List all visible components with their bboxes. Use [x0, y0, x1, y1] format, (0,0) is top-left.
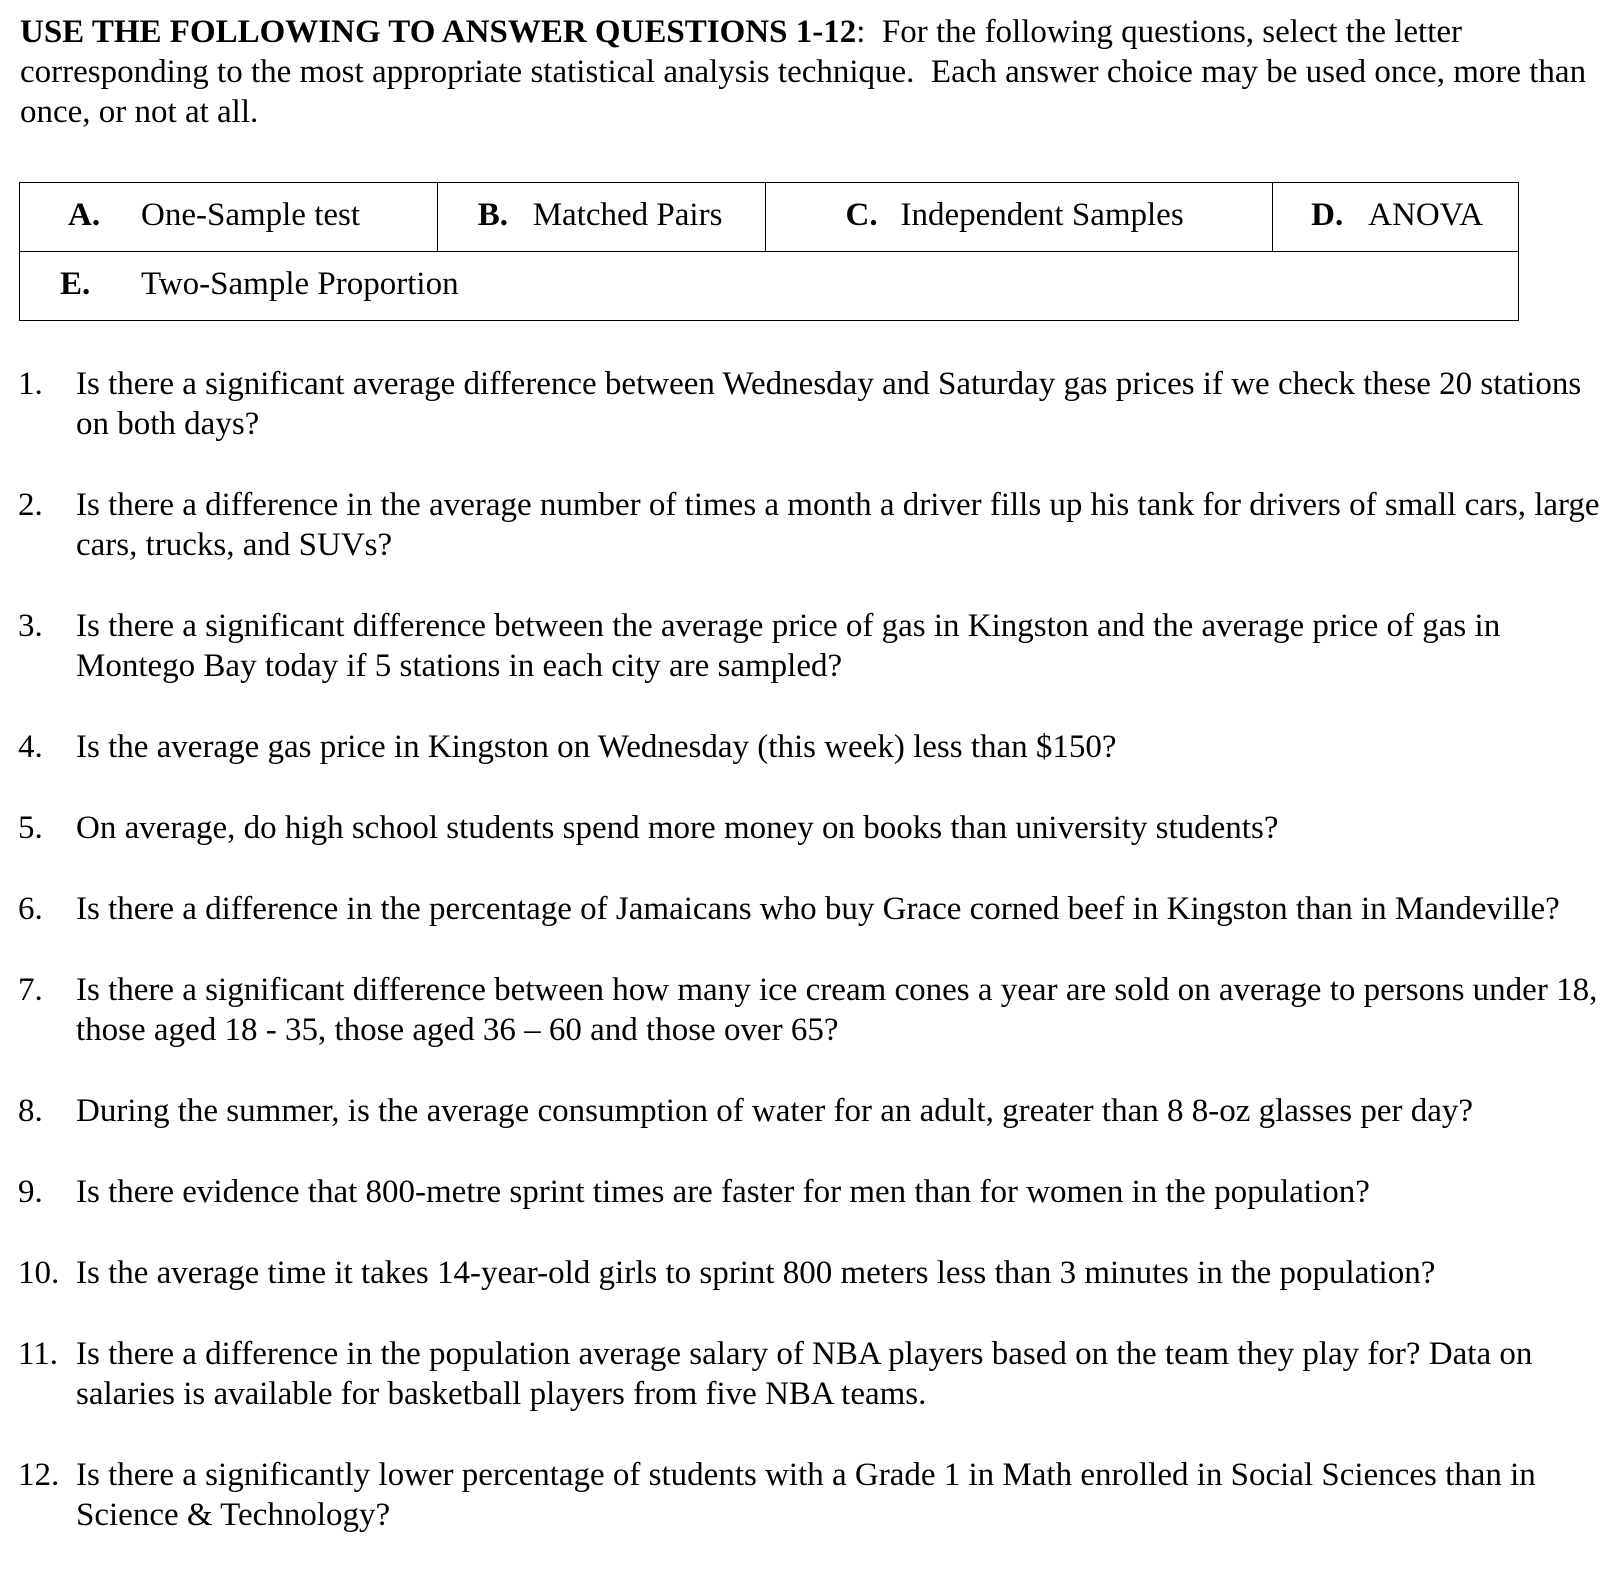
- question-text: Is the average gas price in Kingston on Wednesday (this week) less than $150?: [76, 729, 1117, 765]
- question-text: Is there a difference in the percentage of Jamaicans who buy Grace corned beef in Kingston than in Mandeville?: [76, 891, 1560, 927]
- question-text: Is there a difference in the average number of times a month a driver fills up his tank for drivers of small cars, large cars, trucks, and SUVs?: [76, 487, 1600, 563]
- question-text: Is there a significant average difference between Wednesday and Saturday gas prices if we check these 20 stations on both days?: [76, 366, 1582, 442]
- question-number: 11.: [18, 1336, 59, 1372]
- question-8: [18, 1091, 1608, 1131]
- choices-row-2: [20, 252, 1519, 321]
- question-1: [18, 364, 1608, 444]
- instructions-colon: :: [856, 14, 866, 50]
- question-2: [18, 485, 1608, 565]
- question-11: [18, 1334, 1608, 1414]
- question-10: [18, 1253, 1608, 1293]
- instructions-lead: USE THE FOLLOWING TO ANSWER QUESTIONS 1-12: [20, 14, 857, 50]
- question-list: [18, 364, 1608, 1576]
- question-text: Is there a significant difference between how many ice cream cones a year are sold on average to persons under 18, those aged 18 - 35, those aged 36 – 60 and those over 65?: [76, 972, 1598, 1048]
- choice-b-label: Matched Pairs: [532, 197, 723, 233]
- choice-b-letter: B.: [477, 197, 508, 233]
- choice-a: [20, 183, 438, 252]
- question-number: 8.: [18, 1093, 43, 1129]
- choice-e: [20, 252, 1519, 321]
- question-number: 3.: [18, 608, 43, 644]
- choice-c: [765, 183, 1273, 252]
- question-text: Is there a significantly lower percentage of students with a Grade 1 in Math enrolled in Social Sciences than in Science & Technology?: [76, 1457, 1536, 1533]
- choice-e-label: Two-Sample Proportion: [141, 266, 459, 302]
- question-number: 9.: [18, 1174, 43, 1210]
- question-number: 6.: [18, 891, 43, 927]
- question-text: On average, do high school students spend more money on books than university students?: [76, 810, 1279, 846]
- answer-choices-table: [19, 182, 1519, 321]
- question-4: [18, 727, 1608, 767]
- question-text: Is there evidence that 800-metre sprint times are faster for men than for women in the population?: [76, 1174, 1370, 1210]
- question-number: 2.: [18, 487, 43, 523]
- choice-d: [1273, 183, 1519, 252]
- choice-a-label: One-Sample test: [141, 197, 361, 233]
- choice-e-letter: E.: [60, 266, 91, 302]
- question-number: 12.: [18, 1457, 60, 1493]
- choice-d-letter: D.: [1311, 197, 1344, 233]
- question-number: 4.: [18, 729, 43, 765]
- question-7: [18, 970, 1608, 1050]
- question-6: [18, 889, 1608, 929]
- choice-c-letter: C.: [845, 197, 878, 233]
- instructions-body: For the following questions, select the letter corresponding to the most appropriate statistical analysis technique. Each answer choice may be used once, more than once, or not at all.: [20, 14, 1595, 130]
- choice-c-label: Independent Samples: [900, 197, 1184, 233]
- question-text: Is there a significant difference between the average price of gas in Kingston and the average price of gas in Montego Bay today if 5 stations in each city are sampled?: [76, 608, 1501, 684]
- choice-b: [437, 183, 765, 252]
- question-text: Is there a difference in the population average salary of NBA players based on the team they play for? Data on salaries is available for basketball players from five NBA teams.: [76, 1336, 1533, 1412]
- question-9: [18, 1172, 1608, 1212]
- question-5: [18, 808, 1608, 848]
- question-text: During the summer, is the average consumption of water for an adult, greater than 8 8-oz glasses per day?: [76, 1093, 1474, 1129]
- question-number: 5.: [18, 810, 43, 846]
- choices-row-1: [20, 183, 1519, 252]
- question-text: Is the average time it takes 14-year-old girls to sprint 800 meters less than 3 minutes in the population?: [76, 1255, 1436, 1291]
- question-number: 10.: [18, 1255, 60, 1291]
- question-number: 7.: [18, 972, 43, 1008]
- choice-d-label: ANOVA: [1368, 197, 1484, 233]
- question-12: [18, 1455, 1608, 1535]
- question-3: [18, 606, 1608, 686]
- instructions: [20, 12, 1600, 132]
- question-number: 1.: [18, 366, 43, 402]
- choice-a-letter: A.: [68, 197, 101, 233]
